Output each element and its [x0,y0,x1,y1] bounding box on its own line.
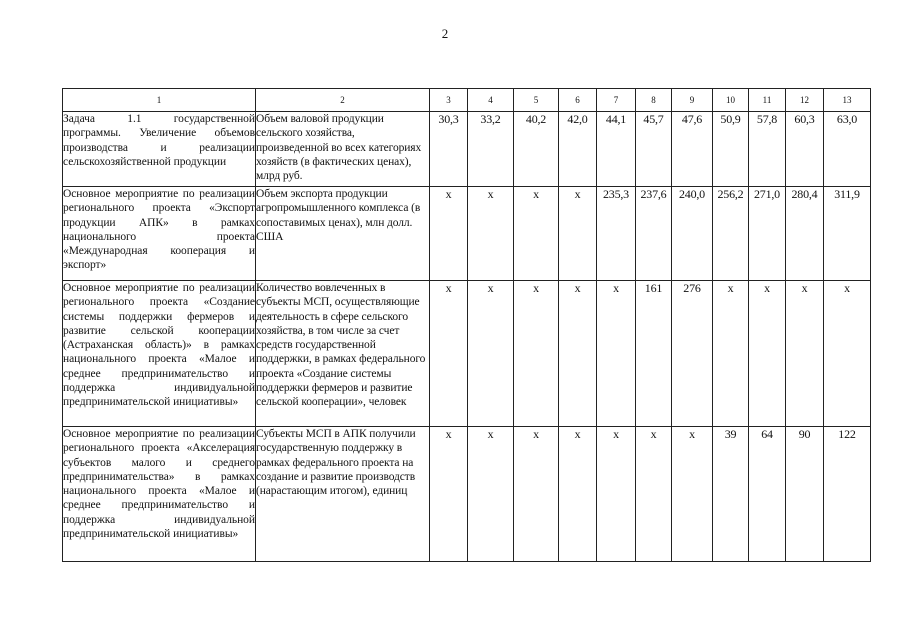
column-header: 10 [713,89,749,112]
task-cell: Задача 1.1 государственной программы. Увеличение объемов производства и реализации сельскохозяйственной продукции [63,112,256,187]
value-cell: x [468,281,514,427]
column-header: 9 [672,89,713,112]
value-cell: x [514,281,559,427]
value-cell: 276 [672,281,713,427]
value-cell: 122 [824,427,871,562]
column-header: 7 [597,89,636,112]
value-cell: x [430,187,468,281]
value-cell: 42,0 [559,112,597,187]
value-cell: 60,3 [786,112,824,187]
value-cell: 47,6 [672,112,713,187]
value-cell: 57,8 [749,112,786,187]
column-header: 2 [256,89,430,112]
value-cell: x [749,281,786,427]
value-cell: 311,9 [824,187,871,281]
indicator-cell: Объем экспорта продукции агропромышленного комплекса (в сопоставимых ценах), млн долл. США [256,187,430,281]
value-cell: x [824,281,871,427]
column-header: 1 [63,89,256,112]
column-header: 6 [559,89,597,112]
value-cell: x [468,187,514,281]
table-row [63,281,871,427]
value-cell: 45,7 [636,112,672,187]
column-header: 12 [786,89,824,112]
value-cell: x [597,281,636,427]
column-header: 5 [514,89,559,112]
value-cell: x [786,281,824,427]
value-cell: x [597,427,636,562]
indicator-cell: Объем валовой продукции сельского хозяйства, произведенной во всех категориях хозяйств (в фактических ценах), млрд руб. [256,112,430,187]
value-cell: x [430,427,468,562]
value-cell: 64 [749,427,786,562]
value-cell: x [559,427,597,562]
value-cell: 235,3 [597,187,636,281]
value-cell: 256,2 [713,187,749,281]
column-header: 4 [468,89,514,112]
value-cell: 240,0 [672,187,713,281]
table-row [63,112,871,187]
column-header: 11 [749,89,786,112]
value-cell: 30,3 [430,112,468,187]
table-row [63,187,871,281]
indicator-cell: Количество вовлеченных в субъекты МСП, осуществляющие деятельность в сфере сельского хозяйства, в том числе за счет средств государственной поддержки, в рамках федерального проекта «Создание системы поддержки фермеров и развитие сельской кооперации», человек [256,281,430,427]
column-header: 8 [636,89,672,112]
value-cell: x [636,427,672,562]
value-cell: x [559,281,597,427]
value-cell: 271,0 [749,187,786,281]
indicator-cell: Субъекты МСП в АПК получили государственную поддержку в рамках федерального проекта на создание и развитие производств (нарастающим итогом), единиц [256,427,430,562]
value-cell: 90 [786,427,824,562]
value-cell: 44,1 [597,112,636,187]
value-cell: 161 [636,281,672,427]
value-cell: x [514,427,559,562]
indicators-table [62,88,871,562]
value-cell: x [430,281,468,427]
header-row [63,89,871,112]
value-cell: 63,0 [824,112,871,187]
value-cell: x [468,427,514,562]
value-cell: 39 [713,427,749,562]
column-header: 3 [430,89,468,112]
value-cell: 50,9 [713,112,749,187]
value-cell: 237,6 [636,187,672,281]
value-cell: x [672,427,713,562]
value-cell: 280,4 [786,187,824,281]
column-header: 13 [824,89,871,112]
value-cell: 40,2 [514,112,559,187]
value-cell: x [713,281,749,427]
page-number: 2 [441,26,449,41]
value-cell: 33,2 [468,112,514,187]
value-cell: x [559,187,597,281]
value-cell: x [514,187,559,281]
table-row [63,427,871,562]
task-cell: Основное мероприятие по реализации регионального проекта «Экспорт продукции АПК» в рамках национального проекта «Международная кооперация и экспорт» [63,187,256,281]
task-cell: Основное мероприятие по реализации регионального проекта «Создание системы поддержки фермеров и развитие сельской кооперации (Астраханская область)» в рамках национального проекта «Малое и среднее предпринимательство и поддержка индивидуальной предпринимательской инициативы» [63,281,256,427]
task-cell: Основное мероприятие по реализации регионального проекта «Акселерация субъектов малого и среднего предпринимательства» в рамках национального проекта «Малое и среднее предпринимательство и поддержка индивидуальной предпринимательской инициативы» [63,427,256,562]
